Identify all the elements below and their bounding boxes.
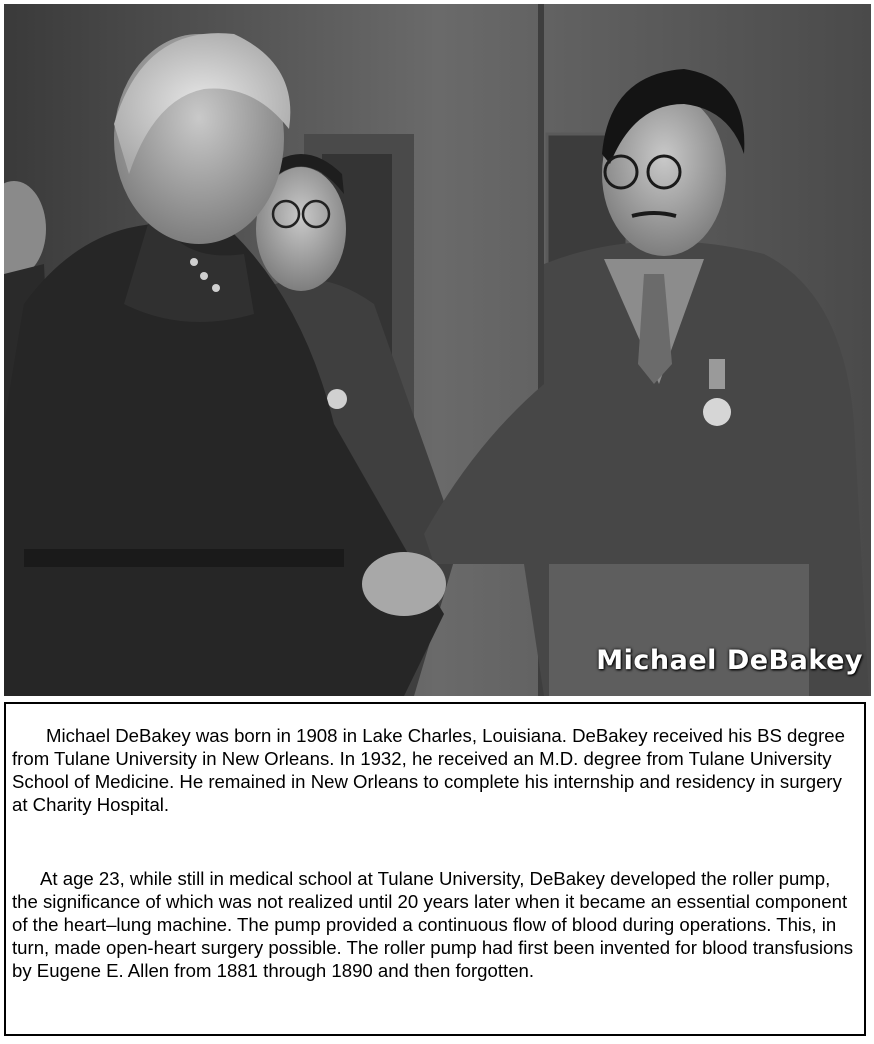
biography-paragraph: Michael DeBakey was born in 1908 in Lake Charles, Louisiana. DeBakey received his BS degree from Tulane University in New Orleans. In 1932, he received an M.D. degree from Tulane University School of Medicine. He remained in New Orleans to complete his internship and residency in surgery at Charity Hospital. [12,725,845,815]
handshake [362,552,446,616]
roller-pump-paragraph: At age 23, while still in medical school at Tulane University, DeBakey developed the roller pump, the significance of which was not realized until 20 years later when it became an essential component of the heart–lung machine. The pump provided a continuous flow of blood during operations. This, in turn, made open-heart surgery possible. The roller pump had first been invented for blood transfusions by Eugene E. Allen from 1881 through 1890 and then forgotten. [12,868,853,981]
debakey-medal [703,398,731,426]
middle-officer-medal [327,389,347,409]
biography-text-box [4,702,866,1036]
debakey-trousers [549,564,809,696]
general-belt [24,549,344,567]
debakey-ribbon [709,359,725,389]
historical-photo [4,4,871,696]
photo-illustration [4,4,871,696]
photo-caption: Michael DeBakey [596,645,863,676]
